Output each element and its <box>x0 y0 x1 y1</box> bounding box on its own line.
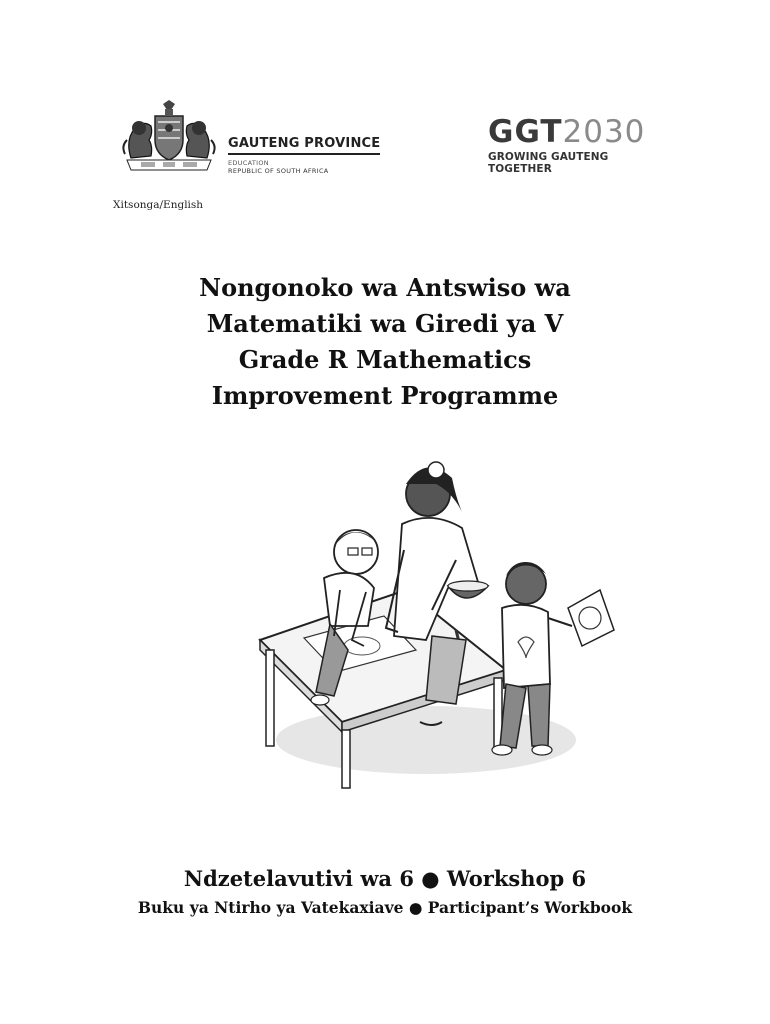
title-line-4: Improvement Programme <box>211 381 559 410</box>
title-line-2: Matematiki wa Giredi ya V <box>206 309 564 338</box>
document-title <box>0 270 770 414</box>
workshop-footer <box>0 864 770 920</box>
workshop-title: Ndzetelavutivi wa 6 ● Workshop 6 <box>183 866 587 891</box>
classroom-illustration <box>256 460 616 790</box>
ggt-2030-logo <box>488 114 668 175</box>
ggt-year: 2030 <box>562 114 646 150</box>
department-label: EDUCATION <box>228 159 269 167</box>
title-line-1: Nongonoko wa Antswiso wa <box>199 273 571 302</box>
title-line-3: Grade R Mathematics <box>238 345 532 374</box>
gauteng-province-logo <box>113 100 383 180</box>
ggt-acronym: GGT <box>488 114 563 150</box>
workbook-subtitle: Buku ya Ntirho ya Vatekaxiave ● Participant’s Workbook <box>137 898 633 917</box>
coat-of-arms-icon <box>113 100 225 174</box>
ggt-tagline: GROWING GAUTENG TOGETHER <box>488 151 609 175</box>
country-label: REPUBLIC OF SOUTH AFRICA <box>228 167 329 175</box>
language-label: Xitsonga/English <box>113 199 204 211</box>
province-title: GAUTENG PROVINCE <box>228 136 380 155</box>
